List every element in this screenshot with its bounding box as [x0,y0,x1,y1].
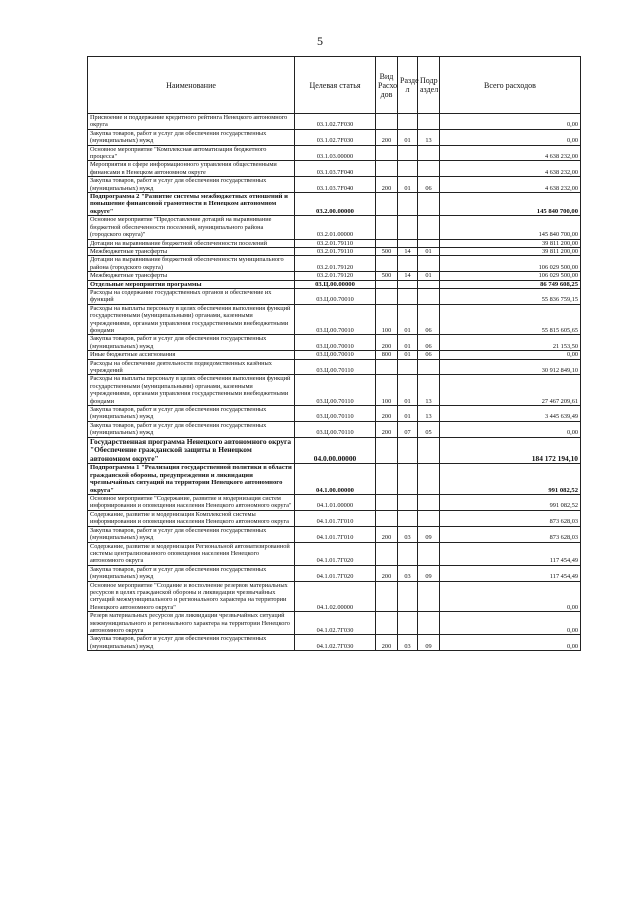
row-vid-cell: 200 [376,129,398,145]
row-name-cell: Дотации на выравнивание бюджетной обеспеченности муниципального района (городского округа) [88,256,295,272]
table-row [88,612,581,635]
row-article-cell: 04.1.02.7Г030 [295,635,376,651]
row-razdel-cell [398,216,418,239]
row-podrazdel-cell [418,510,440,526]
header-vid: Вид Расхо дов [376,57,398,114]
row-total-cell: 3 445 639,49 [440,406,581,422]
row-vid-cell [376,256,398,272]
table-row [88,288,581,304]
row-vid-cell [376,437,398,464]
row-article-cell: 04.1.01.7Г020 [295,542,376,565]
row-razdel-cell [398,464,418,495]
row-article-cell: 04.1.01.7Г020 [295,565,376,581]
row-total-cell: 39 811 200,00 [440,247,581,255]
row-total-cell: 873 628,03 [440,510,581,526]
row-razdel-cell: 07 [398,421,418,437]
table-row [88,280,581,288]
row-vid-cell: 200 [376,421,398,437]
table-row [88,114,581,130]
row-article-cell: 03.1.03.7F040 [295,161,376,177]
row-total-cell: 0,00 [440,351,581,359]
row-name-cell: Иные бюджетные ассигнования [88,351,295,359]
row-podrazdel-cell: 13 [418,406,440,422]
table-row [88,421,581,437]
row-article-cell: 03.Ц.00.70010 [295,304,376,335]
row-name-cell: Основное мероприятие "Комплексная автоматизация бюджетного процесса" [88,145,295,161]
row-name-cell: Подпрограмма 1 "Реализация государственной политики в области гражданской обороны, предупреждения и ликвидации чрезвычайных ситуаций на территории Ненецкого автономного округа" [88,464,295,495]
row-podrazdel-cell [418,216,440,239]
row-name-cell: Межбюджетные трансферты [88,272,295,280]
row-razdel-cell: 03 [398,635,418,651]
table-row [88,129,581,145]
row-name-cell: Закупка товаров, работ и услуг для обеспечения государственных (муниципальных) нужд [88,177,295,193]
row-podrazdel-cell [418,256,440,272]
row-name-cell: Закупка товаров, работ и услуг для обеспечения государственных (муниципальных) нужд [88,406,295,422]
row-podrazdel-cell: 09 [418,565,440,581]
row-total-cell: 39 811 200,00 [440,239,581,247]
row-total-cell: 4 638 232,00 [440,145,581,161]
row-name-cell: Закупка товаров, работ и услуг для обеспечения государственных (муниципальных) нужд [88,565,295,581]
row-vid-cell: 200 [376,635,398,651]
row-razdel-cell [398,145,418,161]
row-razdel-cell: 01 [398,177,418,193]
row-article-cell: 03.Ц.00.00000 [295,280,376,288]
row-name-cell: Подпрограмма 2 "Развитие системы межбюджетных отношений и повышение финансовой грамотности в Ненецком автономном округе" [88,193,295,216]
row-podrazdel-cell [418,359,440,375]
table-row [88,510,581,526]
table-row [88,161,581,177]
row-vid-cell [376,495,398,511]
row-vid-cell [376,216,398,239]
row-podrazdel-cell: 09 [418,635,440,651]
row-vid-cell: 800 [376,351,398,359]
table-row [88,581,581,612]
row-razdel-cell: 01 [398,351,418,359]
row-article-cell: 03.2.01.79120 [295,272,376,280]
row-total-cell: 117 454,49 [440,565,581,581]
row-article-cell: 04.1.00.00000 [295,464,376,495]
row-name-cell: Содержание, развитие и модернизация Региональной автоматизированной системы централизованного оповещения населения Ненецкого автономного округа [88,542,295,565]
row-article-cell: 03.2.01.79110 [295,239,376,247]
row-vid-cell: 100 [376,375,398,406]
table-row [88,177,581,193]
table-row [88,565,581,581]
row-podrazdel-cell [418,114,440,130]
row-name-cell: Расходы на содержание государственных органов и обеспечение их функций [88,288,295,304]
row-total-cell: 184 172 194,10 [440,437,581,464]
row-razdel-cell [398,256,418,272]
row-vid-cell [376,464,398,495]
table-row [88,351,581,359]
table-row [88,335,581,351]
row-vid-cell [376,161,398,177]
row-name-cell: Расходы на обеспечение деятельности подведомственных казённых учреждений [88,359,295,375]
row-article-cell: 03.2.00.00000 [295,193,376,216]
header-razdel: Разде л [398,57,418,114]
row-article-cell: 03.Ц.00.70110 [295,359,376,375]
row-razdel-cell: 03 [398,526,418,542]
row-vid-cell [376,612,398,635]
table-row [88,495,581,511]
row-total-cell: 0,00 [440,612,581,635]
row-razdel-cell: 01 [398,406,418,422]
row-vid-cell: 200 [376,526,398,542]
row-razdel-cell [398,280,418,288]
row-article-cell: 03.1.02.7F030 [295,129,376,145]
row-article-cell: 03.2.01.79110 [295,247,376,255]
row-vid-cell [376,359,398,375]
row-vid-cell: 100 [376,304,398,335]
row-vid-cell [376,114,398,130]
budget-table [87,56,581,651]
table-row [88,272,581,280]
row-razdel-cell [398,581,418,612]
row-razdel-cell: 01 [398,375,418,406]
row-total-cell: 27 467 209,61 [440,375,581,406]
row-total-cell: 86 749 608,25 [440,280,581,288]
page-number: 5 [317,34,323,48]
row-vid-cell: 200 [376,565,398,581]
row-total-cell: 106 029 500,00 [440,272,581,280]
row-total-cell: 21 153,50 [440,335,581,351]
table-row [88,437,581,464]
row-article-cell: 03.Ц.00.70110 [295,421,376,437]
row-podrazdel-cell [418,280,440,288]
row-total-cell: 0,00 [440,635,581,651]
row-total-cell: 873 628,03 [440,526,581,542]
row-total-cell: 30 912 849,10 [440,359,581,375]
row-total-cell: 991 082,52 [440,464,581,495]
row-article-cell: 03.1.03.00000 [295,145,376,161]
row-total-cell: 4 638 232,00 [440,177,581,193]
row-name-cell: Расходы на выплаты персоналу в целях обеспечения выполнения функций государственными (муниципальными) органами, казенными учреждениями, органами управления государственными внебюджетными фондами [88,375,295,406]
row-podrazdel-cell [418,495,440,511]
row-name-cell: Межбюджетные трансферты [88,247,295,255]
row-name-cell: Дотации на выравнивание бюджетной обеспеченности поселений [88,239,295,247]
row-vid-cell [376,510,398,526]
row-total-cell: 106 029 500,00 [440,256,581,272]
row-razdel-cell: 01 [398,129,418,145]
row-podrazdel-cell: 06 [418,177,440,193]
row-article-cell: 04.1.02.00000 [295,581,376,612]
row-article-cell: 03.Ц.00.70110 [295,375,376,406]
row-article-cell: 03.1.02.7F030 [295,114,376,130]
table-row [88,304,581,335]
row-vid-cell [376,288,398,304]
row-razdel-cell [398,542,418,565]
row-razdel-cell [398,114,418,130]
row-vid-cell [376,581,398,612]
row-vid-cell: 200 [376,406,398,422]
row-name-cell: Содержание, развитие и модернизация Комплексной системы информирования и оповещения населения Ненецкого автономного округа [88,510,295,526]
row-razdel-cell [398,239,418,247]
row-razdel-cell [398,193,418,216]
row-article-cell: 03.2.01.00000 [295,216,376,239]
row-name-cell: Закупка товаров, работ и услуг для обеспечения государственных (муниципальных) нужд [88,335,295,351]
row-article-cell: 03.Ц.00.70010 [295,351,376,359]
table-row [88,193,581,216]
table-row [88,145,581,161]
row-name-cell: Закупка товаров, работ и услуг для обеспечения государственных (муниципальных) нужд [88,129,295,145]
row-vid-cell: 200 [376,177,398,193]
row-podrazdel-cell: 06 [418,351,440,359]
row-name-cell: Основное мероприятие "Создание и восполнение резервов материальных ресурсов в целях гражданской обороны и ликвидации чрезвычайных ситуаций межмуниципального и регионального характера на территории Ненецкого автономного округа" [88,581,295,612]
row-name-cell: Основное мероприятие "Содержание, развитие и модернизация систем информирования и оповещения населения Ненецкого автономного округа" [88,495,295,511]
row-total-cell: 4 638 232,00 [440,161,581,177]
row-total-cell: 55 836 759,15 [440,288,581,304]
row-podrazdel-cell [418,288,440,304]
row-name-cell: Закупка товаров, работ и услуг для обеспечения государственных (муниципальных) нужд [88,635,295,651]
row-podrazdel-cell: 13 [418,375,440,406]
header-name: Наименование [88,57,295,114]
row-podrazdel-cell [418,145,440,161]
row-total-cell: 145 840 700,00 [440,193,581,216]
row-total-cell: 0,00 [440,114,581,130]
row-podrazdel-cell [418,437,440,464]
row-article-cell: 04.1.01.00000 [295,495,376,511]
row-razdel-cell [398,495,418,511]
table-row [88,406,581,422]
row-razdel-cell: 03 [398,565,418,581]
row-podrazdel-cell: 01 [418,272,440,280]
table-header-row [88,57,581,114]
row-article-cell: 04.0.00.00000 [295,437,376,464]
row-vid-cell [376,239,398,247]
row-article-cell: 03.1.03.7F040 [295,177,376,193]
row-podrazdel-cell [418,581,440,612]
row-name-cell: Закупка товаров, работ и услуг для обеспечения государственных (муниципальных) нужд [88,526,295,542]
row-podrazdel-cell: 13 [418,129,440,145]
row-podrazdel-cell [418,161,440,177]
row-razdel-cell: 14 [398,247,418,255]
header-article: Целевая статья [295,57,376,114]
row-podrazdel-cell: 06 [418,304,440,335]
header-podrazdel: Подр аздел [418,57,440,114]
row-total-cell: 117 454,49 [440,542,581,565]
row-article-cell: 04.1.02.7Г030 [295,612,376,635]
row-name-cell: Резерв материальных ресурсов для ликвидации чрезвычайных ситуаций межмуниципального и регионального характера на территории Ненецкого автономного округа [88,612,295,635]
table-row [88,464,581,495]
row-podrazdel-cell [418,193,440,216]
row-name-cell: Закупка товаров, работ и услуг для обеспечения государственных (муниципальных) нужд [88,421,295,437]
row-razdel-cell: 01 [398,304,418,335]
table-row [88,247,581,255]
row-vid-cell [376,542,398,565]
row-name-cell: Основное мероприятие "Предоставление дотаций на выравнивание бюджетной обеспеченности поселений, муниципального района (городского округа)" [88,216,295,239]
row-total-cell: 0,00 [440,129,581,145]
row-article-cell: 04.1.01.7Г010 [295,510,376,526]
row-vid-cell: 500 [376,272,398,280]
table-row [88,542,581,565]
row-total-cell: 991 082,52 [440,495,581,511]
row-podrazdel-cell [418,612,440,635]
row-name-cell: Присвоение и поддержание кредитного рейтинга Ненецкого автономного округа [88,114,295,130]
row-article-cell: 03.Ц.00.70010 [295,288,376,304]
row-article-cell: 03.Ц.00.70010 [295,335,376,351]
table-row [88,526,581,542]
row-total-cell: 55 815 605,65 [440,304,581,335]
table-row [88,359,581,375]
table-row [88,216,581,239]
row-name-cell: Расходы на выплаты персоналу в целях обеспечения выполнения функций государственными (муниципальными) органами, казенными учреждениями, органами управления государственными внебюджетными фондами [88,304,295,335]
row-podrazdel-cell [418,239,440,247]
row-vid-cell [376,193,398,216]
row-article-cell: 03.2.01.79120 [295,256,376,272]
row-total-cell: 0,00 [440,581,581,612]
row-vid-cell [376,280,398,288]
row-podrazdel-cell: 05 [418,421,440,437]
row-podrazdel-cell: 06 [418,335,440,351]
row-razdel-cell [398,359,418,375]
row-razdel-cell [398,510,418,526]
row-razdel-cell [398,612,418,635]
row-total-cell: 145 840 700,00 [440,216,581,239]
row-name-cell: Государственная программа Ненецкого автономного округа "Обеспечение гражданской защиты в Ненецком автономном округе" [88,437,295,464]
table-row [88,375,581,406]
row-vid-cell [376,145,398,161]
row-name-cell: Отдельные мероприятия программы [88,280,295,288]
row-vid-cell: 200 [376,335,398,351]
row-podrazdel-cell [418,464,440,495]
row-razdel-cell: 14 [398,272,418,280]
row-article-cell: 04.1.01.7Г010 [295,526,376,542]
row-razdel-cell [398,437,418,464]
row-podrazdel-cell: 01 [418,247,440,255]
row-name-cell: Мероприятия в сфере информационного управления общественными финансами в Ненецком автономном округе [88,161,295,177]
table-row [88,635,581,651]
row-razdel-cell: 01 [398,335,418,351]
table-row [88,256,581,272]
row-total-cell: 0,00 [440,421,581,437]
row-podrazdel-cell: 09 [418,526,440,542]
row-razdel-cell [398,161,418,177]
row-vid-cell: 500 [376,247,398,255]
header-total: Всего расходов [440,57,581,114]
table-row [88,239,581,247]
row-podrazdel-cell [418,542,440,565]
row-razdel-cell [398,288,418,304]
row-article-cell: 03.Ц.00.70110 [295,406,376,422]
